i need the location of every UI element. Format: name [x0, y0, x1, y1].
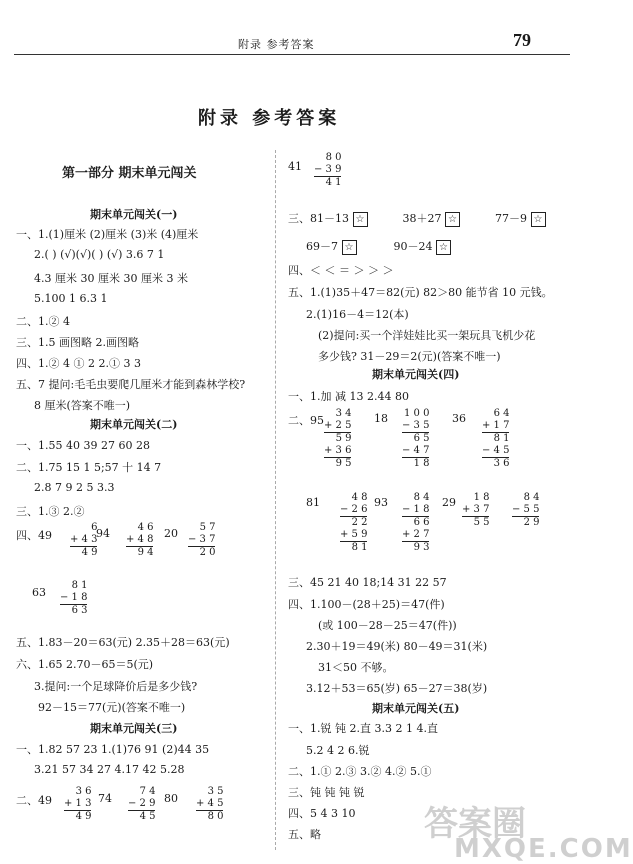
compare-row: [288, 210, 546, 227]
unit1-line: 三、1.5 画图略 2.画图略: [16, 336, 139, 349]
unit2-line: 3.提问:一个足球降价后是多少钱?: [34, 680, 198, 693]
vertical-calc: 1 8 + 3 7 5 5: [462, 492, 490, 528]
unit2-line: 六、1.65 2.70－65＝5(元): [16, 658, 154, 671]
unit4-line: (或 100－28－25＝47(件)): [318, 619, 457, 632]
compare-text: 38＋27: [402, 212, 442, 225]
vertical-calc: 5 7 − 3 7 2 0: [188, 522, 216, 558]
unit2-title: 期末单元闯关(二): [90, 418, 178, 431]
compare-text: 三、81－13: [288, 212, 349, 225]
compare-text: 77－9: [495, 212, 527, 225]
running-header: 附录 参考答案: [238, 38, 315, 51]
vertical-calc: 4 8 − 2 6 2 2 + 5 9 8 1: [340, 492, 368, 553]
page-number: 79: [513, 30, 531, 50]
unit4-line: 81: [306, 496, 320, 509]
vertical-calc: 3 5 + 4 5 8 0: [196, 786, 224, 822]
unit4-line: 三、45 21 40 18;14 31 22 57: [288, 576, 447, 589]
unit5-line: 5.2 4 2 6.锐: [306, 744, 370, 757]
unit4-line: 2.30＋19＝49(米) 80－49＝31(米): [306, 640, 488, 653]
watermark-line1: 答案圈: [424, 804, 526, 844]
unit1-line: 4.3 厘米 30 厘米 30 厘米 3 米: [34, 272, 188, 285]
vertical-calc: 4 6 + 4 8 9 4: [126, 522, 154, 558]
unit1-line: 四、1.② 4 ① 2 2.① 3 3: [16, 357, 141, 370]
main-title: 附录 参考答案: [198, 108, 341, 129]
unit3-title: 期末单元闯关(三): [90, 722, 178, 735]
unit4-line: 3.12＋53＝65(岁) 65－27＝38(岁): [306, 682, 488, 695]
compare-text: 69－7: [306, 240, 338, 253]
unit4-line: 36: [452, 412, 466, 425]
part-title: 第一部分 期末单元闯关: [62, 166, 197, 181]
vertical-calc: 8 0 − 3 9 4 1: [314, 152, 342, 188]
unit5-line: 一、1.锐 钝 2.直 3.3 2 1 4.直: [288, 722, 438, 735]
unit3-line: 一、1.82 57 23 1.(1)76 91 (2)44 35: [16, 743, 210, 756]
unit4-line: 四、1.100－(28＋25)＝47(件): [288, 598, 445, 611]
calc-label: 20: [164, 527, 178, 540]
unit1-line: 5.100 1 6.3 1: [34, 292, 108, 305]
unit5-line: 四、5 4 3 10: [288, 807, 356, 820]
vertical-calc: 8 4 − 1 8 6 6 + 2 7 9 3: [402, 492, 430, 553]
unit2-line: 三、1.③ 2.②: [16, 505, 85, 518]
star-box: ☆: [353, 212, 368, 227]
unit4-line: 31＜50 不够。: [318, 661, 394, 674]
vertical-calc: 7 4 − 2 9 4 5: [128, 786, 156, 822]
column-divider: [275, 150, 276, 850]
star-box: ☆: [445, 212, 460, 227]
right-line: 四、＜ ＜ ＝ ＞ ＞ ＞: [288, 264, 394, 277]
unit4-line: 一、1.加 减 13 2.44 80: [288, 390, 409, 403]
star-box: ☆: [436, 240, 451, 255]
unit2-line: 一、1.55 40 39 27 60 28: [16, 439, 150, 452]
right-line: 41: [288, 160, 302, 173]
compare-row: [306, 238, 451, 255]
unit1-line: 五、7 提问:毛毛虫要爬几厘米才能到森林学校?: [16, 378, 246, 391]
unit2-line: 五、1.83－20＝63(元) 2.35＋28＝63(元): [16, 636, 230, 649]
unit3-line: 3.21 57 34 27 4.17 42 5.28: [34, 763, 185, 776]
unit4-line: 29: [442, 496, 456, 509]
calc-label: 74: [98, 792, 112, 805]
star-box: ☆: [531, 212, 546, 227]
unit2-line: 63: [32, 586, 46, 599]
star-box: ☆: [342, 240, 357, 255]
unit4-line: 二、95: [288, 414, 324, 427]
calc-label: 80: [164, 792, 178, 805]
right-line: 多少钱? 31－29＝2(元)(答案不唯一): [318, 350, 501, 363]
unit2-line: 四、49: [16, 529, 52, 542]
vertical-calc: 1 0 0 − 3 5 6 5 − 4 7 1 8: [402, 408, 430, 469]
unit4-line: 18: [374, 412, 388, 425]
unit1-line: 2.( ) (√)(√)( ) (√) 3.6 7 1: [34, 248, 165, 261]
unit5-line: 五、略: [288, 828, 321, 841]
vertical-calc: 8 1 − 1 8 6 3: [60, 580, 88, 616]
unit2-line: 92－15＝77(元)(答案不唯一): [38, 701, 186, 714]
compare-text: 90－24: [393, 240, 433, 253]
unit5-title: 期末单元闯关(五): [372, 702, 460, 715]
unit1-line: 8 厘米(答案不唯一): [34, 399, 131, 412]
unit4-title: 期末单元闯关(四): [372, 368, 460, 381]
watermark-line2: MXQE.COM: [454, 834, 633, 864]
unit3-line: 二、49: [16, 794, 52, 807]
unit2-line: 2.8 7 9 2 5 3.3: [34, 481, 115, 494]
vertical-calc: 3 4 + 2 5 5 9 + 3 6 9 5: [324, 408, 352, 469]
vertical-calc: 3 6 + 1 3 4 9: [64, 786, 92, 822]
calc-label: 94: [96, 527, 110, 540]
right-line: (2)提问:买一个洋娃娃比买一架玩具飞机少花: [318, 329, 536, 342]
right-line: 2.(1)16－4＝12(本): [306, 308, 409, 321]
unit5-line: 三、钝 钝 钝 锐: [288, 786, 365, 799]
right-line: 五、1.(1)35＋47＝82(元) 82＞80 能节省 10 元钱。: [288, 286, 553, 299]
unit1-line: 二、1.② 4: [16, 315, 70, 328]
vertical-calc: 6 + 4 3 4 9: [70, 522, 98, 558]
unit4-line: 93: [374, 496, 388, 509]
vertical-calc: 6 4 + 1 7 8 1 − 4 5 3 6: [482, 408, 510, 469]
unit1-title: 期末单元闯关(一): [90, 208, 178, 221]
header-rule: [14, 54, 570, 55]
watermark-logo: [424, 794, 633, 864]
unit2-line: 二、1.75 15 1 5;57 十 14 7: [16, 461, 162, 474]
unit5-line: 二、1.① 2.③ 3.② 4.② 5.①: [288, 765, 432, 778]
unit1-line: 一、1.(1)厘米 (2)厘米 (3)米 (4)厘米: [16, 228, 199, 241]
vertical-calc: 8 4 − 5 5 2 9: [512, 492, 540, 528]
